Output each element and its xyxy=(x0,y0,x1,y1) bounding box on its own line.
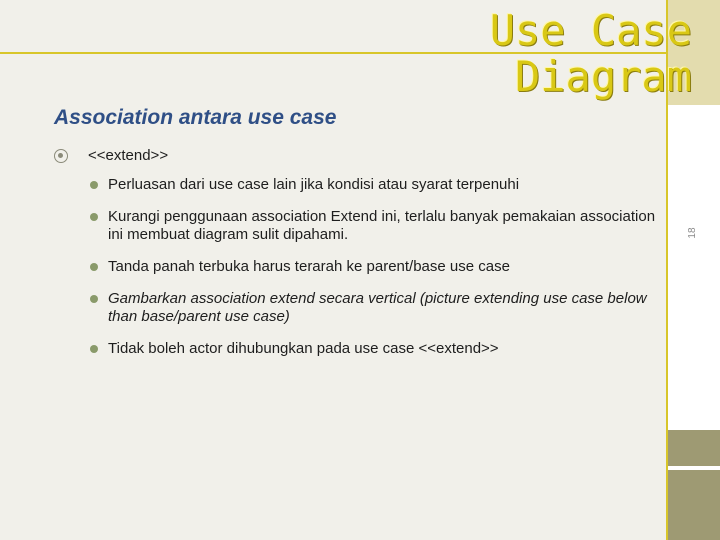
sub-bullet-item xyxy=(88,258,664,276)
dot-bullet-icon xyxy=(90,263,98,271)
section-heading: Association antara use case xyxy=(54,106,337,129)
sub-bullet-text: Perluasan dari use case lain jika kondisi atau syarat terpenuhi xyxy=(108,176,520,193)
main-bullet-text: <<extend>> xyxy=(88,147,169,164)
sub-bullet-text: Tidak boleh actor dihubungkan pada use case <<extend>> xyxy=(108,340,499,357)
sub-bullet-text: Tanda panah terbuka harus terarah ke parent/base use case xyxy=(108,258,510,275)
sidebar-block-upper xyxy=(668,430,720,466)
sub-bullet-text: Kurangi penggunaan association Extend ini, terlalu banyak pemakaian association ini membuat diagram sulit dipahami. xyxy=(108,208,656,243)
circle-bullet-icon xyxy=(54,149,68,163)
slide-number: 18 xyxy=(687,227,698,239)
deck-title: Use Case Diagram xyxy=(489,6,692,101)
dot-bullet-icon xyxy=(90,345,98,353)
sub-bullet-item xyxy=(88,290,664,326)
sub-bullet-item xyxy=(88,176,664,194)
sub-bullet-text: Gambarkan association extend secara vertical (picture extending use case below than base/parent use case) xyxy=(108,290,647,325)
dot-bullet-icon xyxy=(90,181,98,189)
sub-bullet-item xyxy=(88,208,664,244)
bullet-list xyxy=(54,146,664,372)
sidebar-block-lower xyxy=(668,470,720,540)
main-bullet xyxy=(54,146,664,166)
sub-bullet-list xyxy=(88,176,664,358)
dot-bullet-icon xyxy=(90,295,98,303)
dot-bullet-icon xyxy=(90,213,98,221)
sub-bullet-item xyxy=(88,340,664,358)
